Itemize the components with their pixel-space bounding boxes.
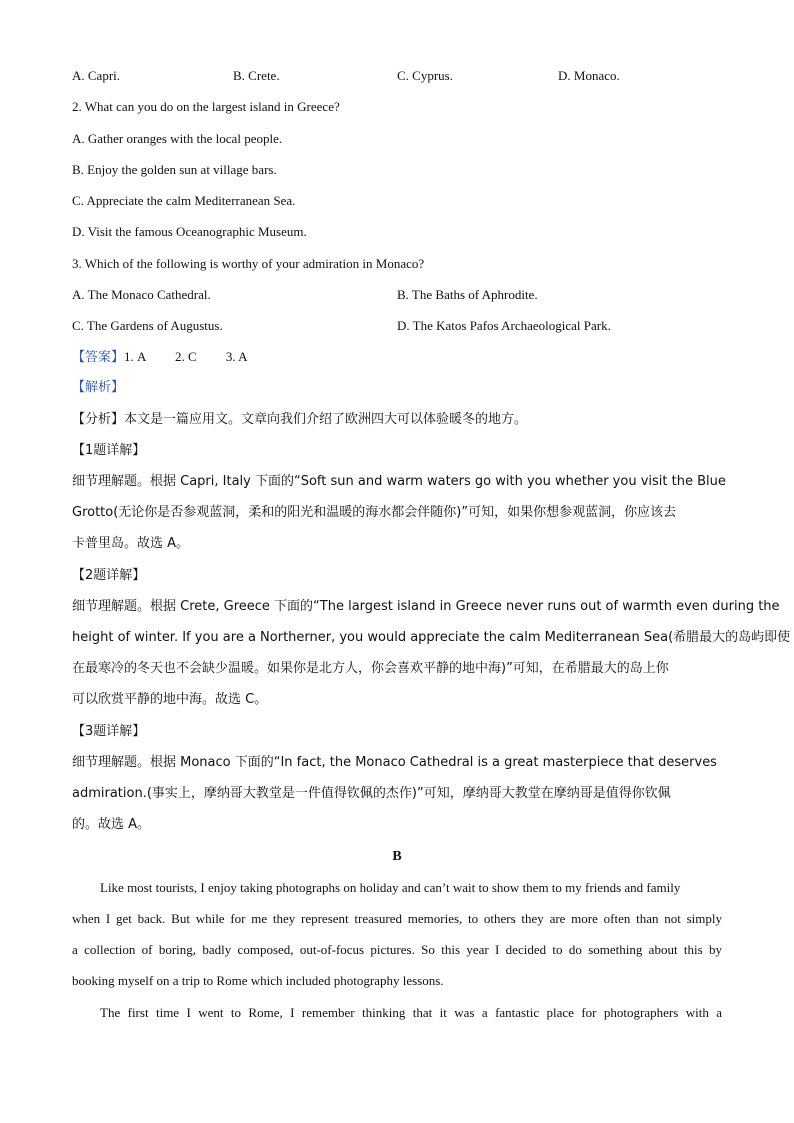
summary-text: 本文是一篇应用文。文章向我们介绍了欧洲四大可以体验暖冬的地方。 xyxy=(124,412,528,427)
detail1-label: 【1题详解】 xyxy=(72,443,146,458)
detail2-line-1: 细节理解题。根据 Crete, Greece 下面的“The largest island in Greece never runs out of warmth even during the xyxy=(72,599,780,614)
para1-line-1: Like most tourists, I enjoy taking photographs on holiday and can’t wait to show them to my friends and family xyxy=(100,880,681,895)
answer-3: 3. A xyxy=(225,349,248,364)
answer-1: 1. A xyxy=(124,349,146,364)
answer-label: 【答案】 xyxy=(72,350,125,365)
q2-option-a: A. Gather oranges with the local people. xyxy=(72,131,283,146)
q1-option-a: A. Capri. xyxy=(72,68,121,83)
analysis-label: 【解析】 xyxy=(72,380,125,395)
para1-line-4: booking myself on a trip to Rome which included photography lessons. xyxy=(72,973,444,988)
detail3-line-1: 细节理解题。根据 Monaco 下面的“In fact, the Monaco Cathedral is a great masterpiece that deserves xyxy=(72,755,717,770)
detail2-label: 【2题详解】 xyxy=(72,568,146,583)
q1-option-b: B. Crete. xyxy=(233,68,280,83)
detail1-line-2: Grotto(无论你是否参观蓝洞，柔和的阳光和温暖的海水都会伴随你)”可知，如果你想参观蓝洞，你应该去 xyxy=(72,505,677,520)
detail1-line-1: 细节理解题。根据 Capri, Italy 下面的“Soft sun and warm waters go with you whether you visit the Blue xyxy=(72,474,726,489)
detail2-line-2: height of winter. If you are a Northerner, you would appreciate the calm Mediterranean Sea(希腊最大的岛屿即使 xyxy=(72,630,791,645)
answer-2: 2. C xyxy=(174,349,197,364)
q2-option-d: D. Visit the famous Oceanographic Museum. xyxy=(72,224,307,239)
section-b-heading: B xyxy=(392,849,402,864)
q1-option-c: C. Cyprus. xyxy=(397,68,453,83)
para2-line-1: The first time I went to Rome, I remember thinking that it was a fantastic place for photographers with a xyxy=(100,1005,722,1020)
para1-line-2: when I get back. But while for me they represent treasured memories, to others they are more often than not simply xyxy=(72,911,722,926)
q3-option-c: C. The Gardens of Augustus. xyxy=(72,318,223,333)
summary-label: 【分析】 xyxy=(72,412,125,427)
para1-line-3: a collection of boring, badly composed, out-of-focus pictures. So this year I decided to do something about this by xyxy=(72,942,722,957)
q2-stem: 2. What can you do on the largest island in Greece? xyxy=(72,99,340,114)
q1-option-d: D. Monaco. xyxy=(558,68,620,83)
detail2-line-3: 在最寒冷的冬天也不会缺少温暖。如果你是北方人，你会喜欢平静的地中海)”可知，在希腊最大的岛上你 xyxy=(72,661,669,676)
detail3-line-2: admiration.(事实上，摩纳哥大教堂是一件值得钦佩的杰作)”可知，摩纳哥大教堂在摩纳哥是值得你钦佩 xyxy=(72,786,671,801)
summary-row xyxy=(72,412,722,428)
q3-option-d: D. The Katos Pafos Archaeological Park. xyxy=(397,318,611,333)
detail2-line-4: 可以欣赏平静的地中海。故选 C。 xyxy=(72,692,268,707)
q3-stem: 3. Which of the following is worthy of your admiration in Monaco? xyxy=(72,256,425,271)
q2-option-c: C. Appreciate the calm Mediterranean Sea. xyxy=(72,193,296,208)
answer-row xyxy=(72,349,248,366)
detail3-label: 【3题详解】 xyxy=(72,724,146,739)
q2-option-b: B. Enjoy the golden sun at village bars. xyxy=(72,162,277,177)
detail1-line-3: 卡普里岛。故选 A。 xyxy=(72,536,190,551)
q3-option-a: A. The Monaco Cathedral. xyxy=(72,287,211,302)
q3-option-b: B. The Baths of Aphrodite. xyxy=(397,287,538,302)
detail3-line-3: 的。故选 A。 xyxy=(72,817,151,832)
